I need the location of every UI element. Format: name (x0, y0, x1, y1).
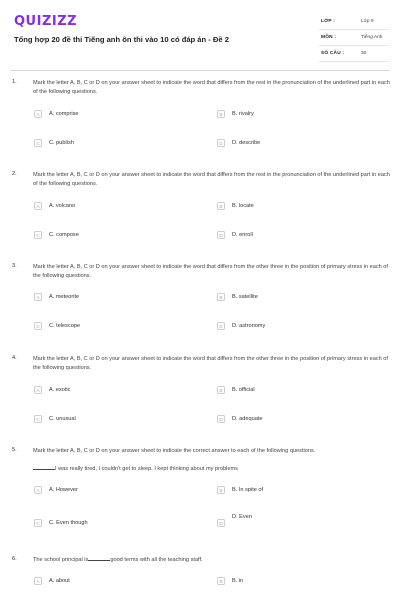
option-letter-box: C (34, 415, 42, 423)
option-text: C. unusual (49, 416, 76, 422)
question-text: Mark the letter A, B, C or D on your answer sheet to indicate the word that differs from the rest in the pronunciation of the underlined part in each of the following questions. (33, 80, 390, 95)
page-header (12, 10, 388, 62)
meta-row-count (319, 46, 389, 62)
option-letter-box: D (217, 415, 225, 423)
option-text: A. However (49, 487, 78, 493)
option-letter-box: A (34, 486, 42, 494)
option-letter-box: B (217, 386, 225, 394)
option-letter-box: C (34, 231, 42, 239)
answer-blank (88, 556, 110, 561)
meta-row-subject (319, 30, 389, 46)
option-text: B. rivalry (232, 111, 254, 117)
option-text: B. satellite (232, 294, 258, 300)
option-text: C. telescope (49, 323, 81, 329)
header-divider (10, 70, 390, 71)
option-letter-box: D (217, 231, 225, 239)
meta-value: Lớp 9 (361, 19, 374, 24)
question-6 (12, 556, 390, 596)
question-number: 6. (12, 556, 17, 562)
option-letter-box: C (34, 322, 42, 330)
option-text: B. In spite of (232, 487, 264, 493)
question-number: 1. (12, 79, 17, 85)
document-title: Tổng hợp 20 đề thi Tiếng anh ôn thi vào 10 có đáp án - Đề 2 (14, 35, 229, 44)
question-text: Mark the letter A, B, C or D on your answer sheet to indicate the word that differs from the other three in the position of primary stress in each of the following questions. (33, 264, 388, 279)
question-1 (12, 79, 390, 159)
option-text: B. locate (232, 203, 254, 209)
question-5 (12, 447, 390, 537)
option-letter-box: B (217, 293, 225, 301)
question-sentence (33, 465, 390, 474)
option-text: B. in (232, 578, 244, 584)
meta-row-grade (319, 14, 389, 30)
option-letter-box: B (217, 577, 225, 585)
option-text: C. publish (49, 140, 74, 146)
option-letter-box: B (217, 202, 225, 210)
option-text: C. Even though (49, 520, 88, 526)
option-letter-box: D (217, 139, 225, 147)
option-text: C. compose (49, 232, 79, 238)
option-letter-box: B (217, 486, 225, 494)
option-text: D. describe (232, 140, 261, 146)
quizizz-logo: QUIZIZZ (14, 14, 78, 29)
meta-value: Tiếng Anh (361, 35, 383, 40)
option-text: A. about (49, 578, 70, 584)
option-letter-box: D (217, 322, 225, 330)
question-text-before: The school principal is (33, 557, 89, 563)
question-text-after: good terms with all the teaching staff. (110, 557, 203, 563)
option-text: D. astronomy (232, 323, 266, 329)
question-text: Mark the letter A, B, C or D on your answer sheet to indicate the word that differs from the rest in the pronunciation of the underlined part in each of the following questions. (33, 172, 390, 187)
answer-blank (33, 465, 55, 470)
question-text: Mark the letter A, B, C or D on your answer sheet to indicate the correct answer to each of the following questions. (33, 448, 316, 454)
question-subtext: I was really tired, I couldn't get to sleep. I kept thinking about my problems (55, 466, 238, 472)
option-letter-box: D (217, 519, 225, 527)
option-text: D. enroll (232, 232, 253, 238)
meta-label: MÔN : (321, 35, 337, 40)
question-text: Mark the letter A, B, C or D on your answer sheet to indicate the word that differs from the other three in the position of primary stress in each of the following questions. (33, 356, 388, 371)
option-letter-box: B (217, 110, 225, 118)
option-letter-box: A (34, 386, 42, 394)
question-4 (12, 355, 390, 435)
question-2 (12, 171, 390, 251)
question-3 (12, 263, 390, 343)
option-text: A. meteorite (49, 294, 80, 300)
option-letter-box: C (34, 139, 42, 147)
option-text: B. official (232, 387, 255, 393)
option-text: A. volcano (49, 203, 76, 209)
question-sentence (33, 556, 390, 565)
option-text: D. Even (232, 514, 252, 520)
question-number: 2. (12, 171, 17, 177)
meta-label: LỚP : (321, 19, 336, 24)
option-letter-box: A (34, 577, 42, 585)
option-text: D. adequate (232, 416, 263, 422)
option-letter-box: C (34, 519, 42, 527)
meta-label: SỐ CÂU : (321, 51, 345, 56)
option-letter-box: A (34, 110, 42, 118)
option-letter-box: A (34, 202, 42, 210)
option-text: A. exotic (49, 387, 71, 393)
question-number: 5. (12, 447, 17, 453)
question-number: 4. (12, 355, 17, 361)
option-letter-box: A (34, 293, 42, 301)
meta-value: 30 (361, 51, 367, 56)
question-number: 3. (12, 263, 17, 269)
meta-table (319, 14, 389, 62)
option-text: A. comprise (49, 111, 79, 117)
